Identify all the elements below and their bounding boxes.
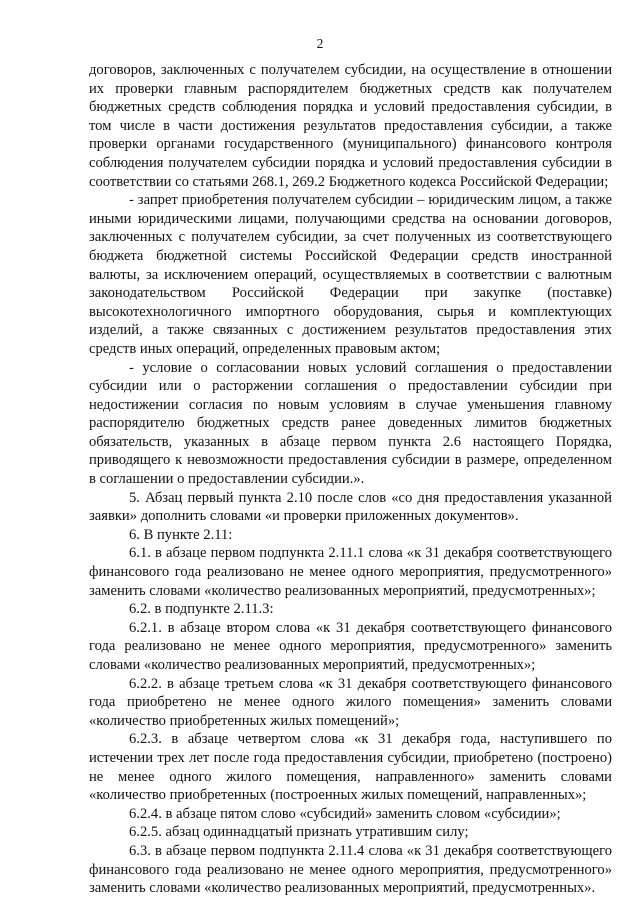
- paragraph-item-6-3: 6.3. в абзаце первом подпункта 2.11.4 слова «к 31 декабря соответствующего финансового года реализовано не менее одного мероприятия, предусмотренного» заменить словами «количество реализованных мероприятий, предусмотренных».: [89, 842, 612, 897]
- paragraph-item-6-2-1: 6.2.1. в абзаце втором слова «к 31 декабря соответствующего финансового года реализовано не менее одного мероприятия, предусмотренного» заменить словами «количество реализованных мероприятий, предусмотренных»;: [89, 619, 612, 673]
- paragraph-item-5: 5. Абзац первый пункта 2.10 после слов «со дня предоставления указанной заявки» дополнить словами «и проверки приложенных документов».: [89, 489, 612, 525]
- paragraph-item-6-2: 6.2. в подпункте 2.11.3:: [129, 601, 274, 618]
- paragraph-agreement-condition: - условие о согласовании новых условий соглашения о предоставлении субсидии или о расторжении соглашения о предоставлении субсидии при недостижении согласия по новым условиям в случае уменьшения главному распорядителю бюджетных средств ранее доведенных лимитов бюджетных обязательств, указанных в абзаце первом пункта 2.6 настоящего Порядка, приводящего к невозможности предоставления субсидии в размере, определенном в соглашении о предоставлении субсидии.».: [89, 359, 612, 488]
- paragraph-item-6-2-3: 6.2.3. в абзаце четвертом слова «к 31 декабря года, наступившего по истечении трех лет после года предоставления субсидии, приобретено (построено) не менее одного жилого помещения, направленного» заменить словами «количество приобретенных (построенных жилых помещений, направленных»;: [89, 731, 612, 804]
- paragraph-item-6-2-5: 6.2.5. абзац одиннадцатый признать утратившим силу;: [129, 824, 469, 841]
- paragraph-item-6: 6. В пункте 2.11:: [129, 526, 233, 543]
- paragraph-currency-ban: - запрет приобретения получателем субсидии – юридическим лицом, а также иными юридическими лицами, получающими средства на основании договоров, заключенных с получателем субсидии, за счет полученных из соответствующего бюджета бюджетной системы Российской Федерации средств иностранной валюты, за исключением операций, осуществляемых в соответствии с валютным законодательством Российской Федерации при закупке (поставке) высокотехнологичного импортного оборудования, сырья и комплектующих изделий, а также связанных с достижением результатов предоставления этих средств иных операций, определенных правовым актом;: [89, 192, 612, 357]
- paragraph-item-6-2-4: 6.2.4. в абзаце пятом слово «субсидий» заменить словом «субсидии»;: [129, 805, 561, 822]
- paragraph-item-6-2-2: 6.2.2. в абзаце третьем слова «к 31 декабря соответствующего финансового года приобретено не менее одного жилого помещения» заменить словами «количество приобретенных жилых помещений»;: [89, 675, 612, 729]
- page-number: 2: [316, 36, 324, 51]
- document-body: [89, 61, 612, 898]
- paragraph-continuation: договоров, заключенных с получателем субсидии, на осуществление в отношении их проверки главным распорядителем бюджетных средств как получателем бюджетных средств соблюдения порядка и условий предоставления субсидии, в том числе в части достижения результатов предоставления субсидии, а также проверки органами государственного (муниципального) финансового контроля соблюдения получателем субсидии порядка и условий предоставления субсидии в соответствии со статьями 268.1, 269.2 Бюджетного кодекса Российской Федерации;: [89, 62, 612, 190]
- paragraph-item-6-1: 6.1. в абзаце первом подпункта 2.11.1 слова «к 31 декабря соответствующего финансового года реализовано не менее одного мероприятия, предусмотренного» заменить словами «количество реализованных мероприятий, предусмотренных»;: [89, 545, 612, 599]
